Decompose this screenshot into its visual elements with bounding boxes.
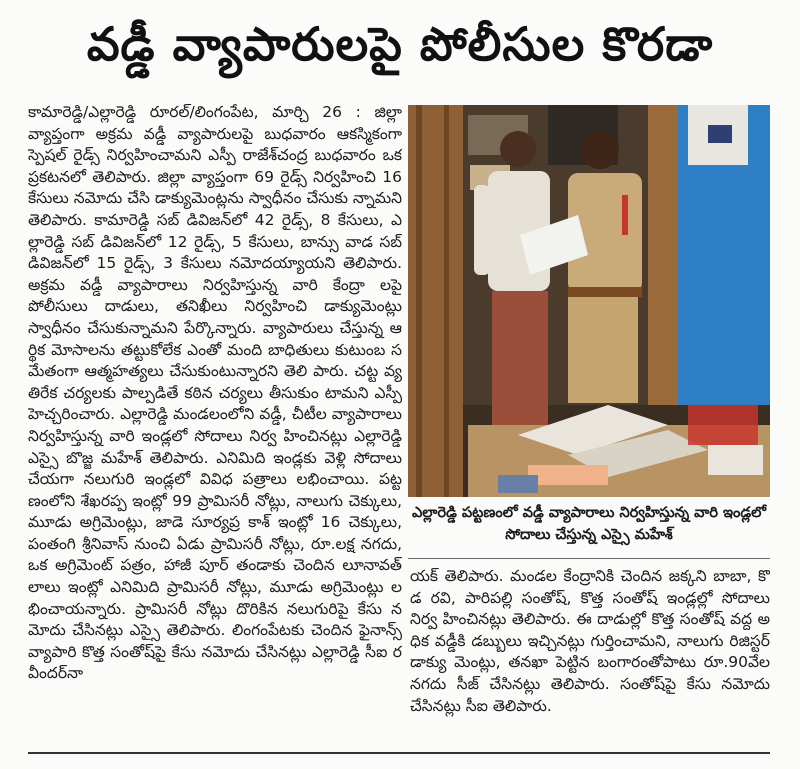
- article-body-right: [410, 566, 770, 746]
- police-inspecting-documents-photo: [408, 105, 770, 497]
- news-photo: [408, 105, 770, 497]
- photo-caption: ఎల్లారెడ్డి పట్టణంలో వడ్డీ వ్యాపారాలు నిర్వహిస్తున్న వారి ఇండ్లలో సోదాలు చేస్తున్న ఎస్సై మహేశ్: [412, 505, 766, 543]
- article-paragraph: కామారెడ్డి/ఎల్లారెడ్డి రూరల్/లింగంపేట, మార్చి 26 : జిల్లా వ్యాప్తంగా అక్రమ వడ్డీ వ్యాపారులపై బుధవారం ఆకస్మికంగా స్పెషల్ రైడ్స్ నిర్వహించామని ఎస్పీ రాజేశ్‌చంద్ర బుధవారం ఒక ప్రకటనలో తెలిపారు. జిల్లా వ్యాప్తంగా 69 రైడ్స్ నిర్వహించి 16 కేసులు నమోదు చేసి డాక్యుమెంట్లను స్వాధీనం చేసుకు న్నామని తెలిపారు. కామారెడ్డి సబ్ డివిజన్‌లో 42 రైడ్స్, 8 కేసులు, ఎల్లారెడ్డి సబ్ డివిజన్‌లో 12 రైడ్స్, 5 కేసులు, బాన్సు వాడ సబ్ డివిజన్‌లో 15 రైడ్స్, 3 కేసులు నమోదయ్యాయని తెలిపారు. అక్రమ వడ్డీ వ్యాపారాలు నిర్వహిస్తున్న వారి కేంద్రా లపై పోలీసులు దాడులు, తనిఖీలు నిర్వహించి డాక్యుమెంట్లు స్వాధీనం చేసుకున్నామని పేర్కొన్నారు. వ్యాపారులు చేస్తున్న ఆర్థిక మోసాలను తట్టుకోలేక ఎంతో మంది బాధితులు కుటుంబ సమేతంగా ఆత్మహత్యలు చేసుకుంటున్నారని తెలి పారు. చట్ట వ్యతిరేక చర్యలకు పాల్పడితే కఠిన చర్యలు తీసుకుం టామని ఎస్పీ హెచ్చరించారు. ఎల్లారెడ్డి మండలంలోని వడ్డీ, చీటీల వ్యాపారాలు నిర్వహిస్తున్న వారి ఇండ్లలో సోదాలు నిర్వ హించినట్లు ఎల్లారెడ్డి ఎస్సై బొజ్జ మహేశ్ తెలిపారు. ఎనిమిది ఇండ్లకు వెళ్లి సోదాలు చేయగా నలుగురి ఇండ్లలో వివిధ పత్రాలు లభించాయి. పట్టణంలోని శేఖరప్ప ఇంట్లో 99 ప్రామిసరీ నోట్లు, నాలుగు చెక్కులు, మూడు అగ్రిమెంట్లు, జాడె సూర్యప్ర కాశ్ ఇంట్లో 16 చెక్కులు, పంతంగి శ్రీనివాస్ నుంచి ఏడు ప్రామిసరీ నోట్లు, రూ.లక్ష నగదు, ఒక అగ్రిమెంట్ పత్రం, హాజీ పూర్ తండాకు చెందిన లూనావత్ లాలు ఇంట్లో ఎనిమిది ప్రామిసరీ నోట్లు, మూడు అగ్రిమెంట్లు లభించాయన్నారు. ప్రామిసరీ నోట్లు దొరికిన నలుగురిపై కేసు నమోదు చేసినట్లు ఎస్సై తెలిపారు. లింగంపేటకు చెందిన ఫైనాన్స్ వ్యాపారి కొత్త సంతోష్‌పై కేసు నమోదు చేసినట్లు ఎల్లారెడ్డి సీఐ రవీందర్‌నా: [28, 103, 402, 683]
- caption-divider: [408, 558, 770, 559]
- headline: వడ్డీ వ్యాపారులపై పోలీసుల కొరడా: [86, 17, 714, 71]
- article-paragraph: యక్ తెలిపారు. మండల కేంద్రానికి చెందిన జక్కని బాబా, కొ డ రవి, పారిపల్లి సంతోష్, కొత్త సంతోష్ ఇండ్లల్లో సోదాలు నిర్వ హించినట్లు తెలిపారు. ఈ దాడుల్లో కొత్త సంతోష్ వద్ద అధిక వడ్డీకి డబ్బులు ఇచ్చినట్లు గుర్తించామని, నాలుగు రిజిస్టర్ డాక్యు మెంట్లు, తనఖా పెట్టిన బంగారంతోపాటు రూ.90వేల నగదు సీజ్ చేసినట్లు తెలిపారు. సంతోష్‌పై కేసు నమోదు చేసినట్లు సీఐ తెలిపారు.: [410, 567, 770, 715]
- bottom-divider: [28, 752, 770, 754]
- article-body-left: [28, 102, 402, 742]
